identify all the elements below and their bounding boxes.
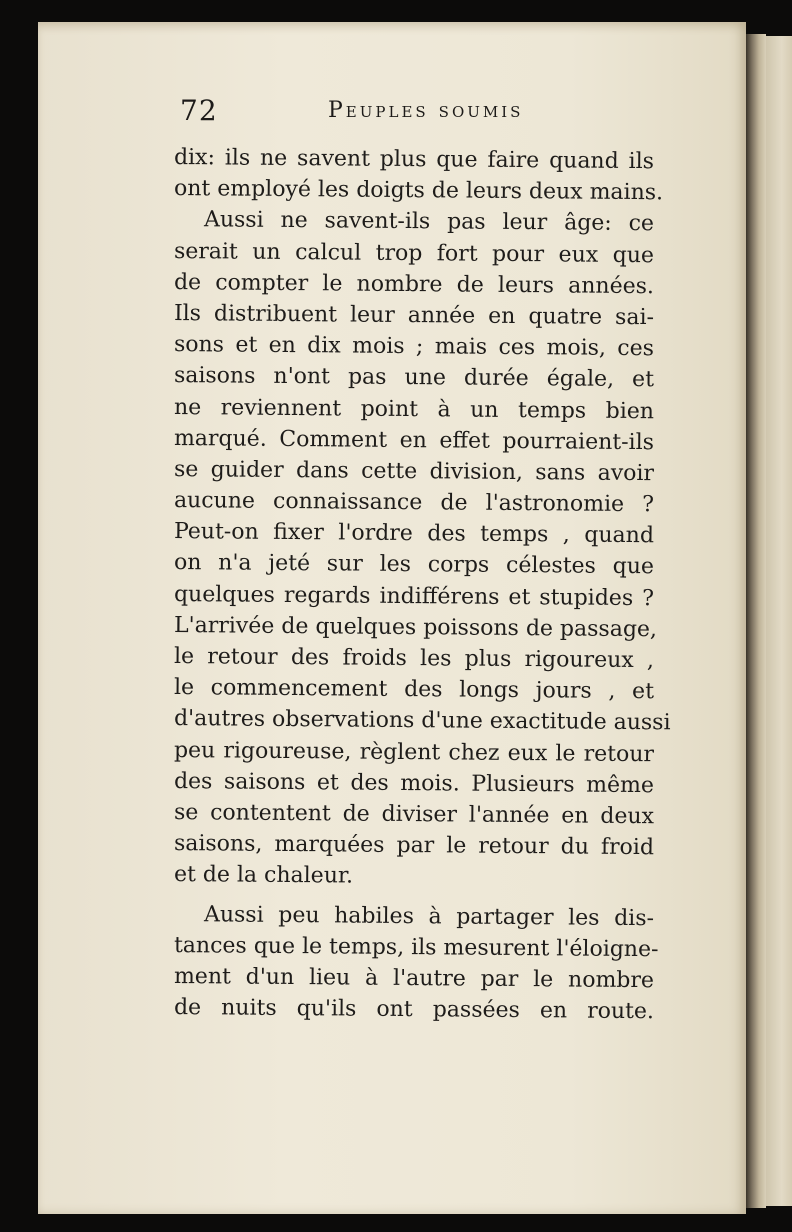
text-line: quelques regards indifférens et stupides ?: [173, 581, 655, 611]
text-line: aucune connaissance de l'astronomie ?: [173, 488, 655, 518]
text-line: se guider dans cette division, sans avoir: [173, 456, 655, 487]
text-line: ment d'un lieu à l'autre par le nombre: [173, 963, 655, 994]
text-line: de nuits qu'ils ont passées en route.: [173, 995, 655, 1025]
text-line: ne reviennent point à un temps bien: [173, 394, 655, 424]
text-line: le commencement des longs jours , et: [173, 675, 655, 705]
page-number: 72: [180, 94, 218, 127]
text-line: marqué. Comment en effet pourraient-ils: [173, 425, 655, 455]
text-line: peu rigoureuse, règlent chez eux le retour: [173, 737, 655, 767]
text-line: dix: ils ne savent plus que faire quand ils: [173, 145, 655, 175]
text-line: de compter le nombre de leurs années.: [173, 269, 655, 299]
text-line: Ils distribuent leur année en quatre sai-: [173, 300, 655, 331]
text-line: tances que le temps, ils mesurent l'éloigne-: [173, 932, 659, 962]
page-header: [180, 94, 600, 134]
text-line: sons et en dix mois ; mais ces mois, ces: [173, 332, 655, 362]
text-line: d'autres observations d'une exactitude aussi: [173, 706, 671, 736]
text-line: ont employé les doigts de leurs deux mains.: [173, 176, 664, 206]
text-line: Aussi ne savent-ils pas leur âge: ce: [203, 207, 655, 237]
text-line: Aussi peu habiles à partager les dis-: [203, 901, 655, 931]
facing-page-edge: [766, 36, 792, 1206]
text-line: des saisons et des mois. Plusieurs même: [173, 768, 655, 798]
body-text: [173, 142, 671, 1025]
text-line: on n'a jeté sur les corps célestes que: [173, 550, 655, 580]
text-line: Peut-on fixer l'ordre des temps , quand: [173, 519, 655, 549]
running-head: Peuples soumis: [328, 98, 524, 123]
text-line: saisons n'ont pas une durée égale, et: [173, 363, 655, 393]
text-line: saisons, marquées par le retour du froid: [173, 831, 655, 861]
text-line: L'arrivée de quelques poissons de passage,: [173, 612, 658, 643]
text-line: le retour des froids les plus rigoureux ,: [173, 644, 655, 674]
text-line: se contentent de diviser l'année en deux: [173, 799, 655, 830]
text-line: serait un calcul trop fort pour eux que: [173, 238, 655, 268]
book-gutter: [746, 34, 766, 1208]
text-line: et de la chaleur.: [173, 862, 354, 889]
